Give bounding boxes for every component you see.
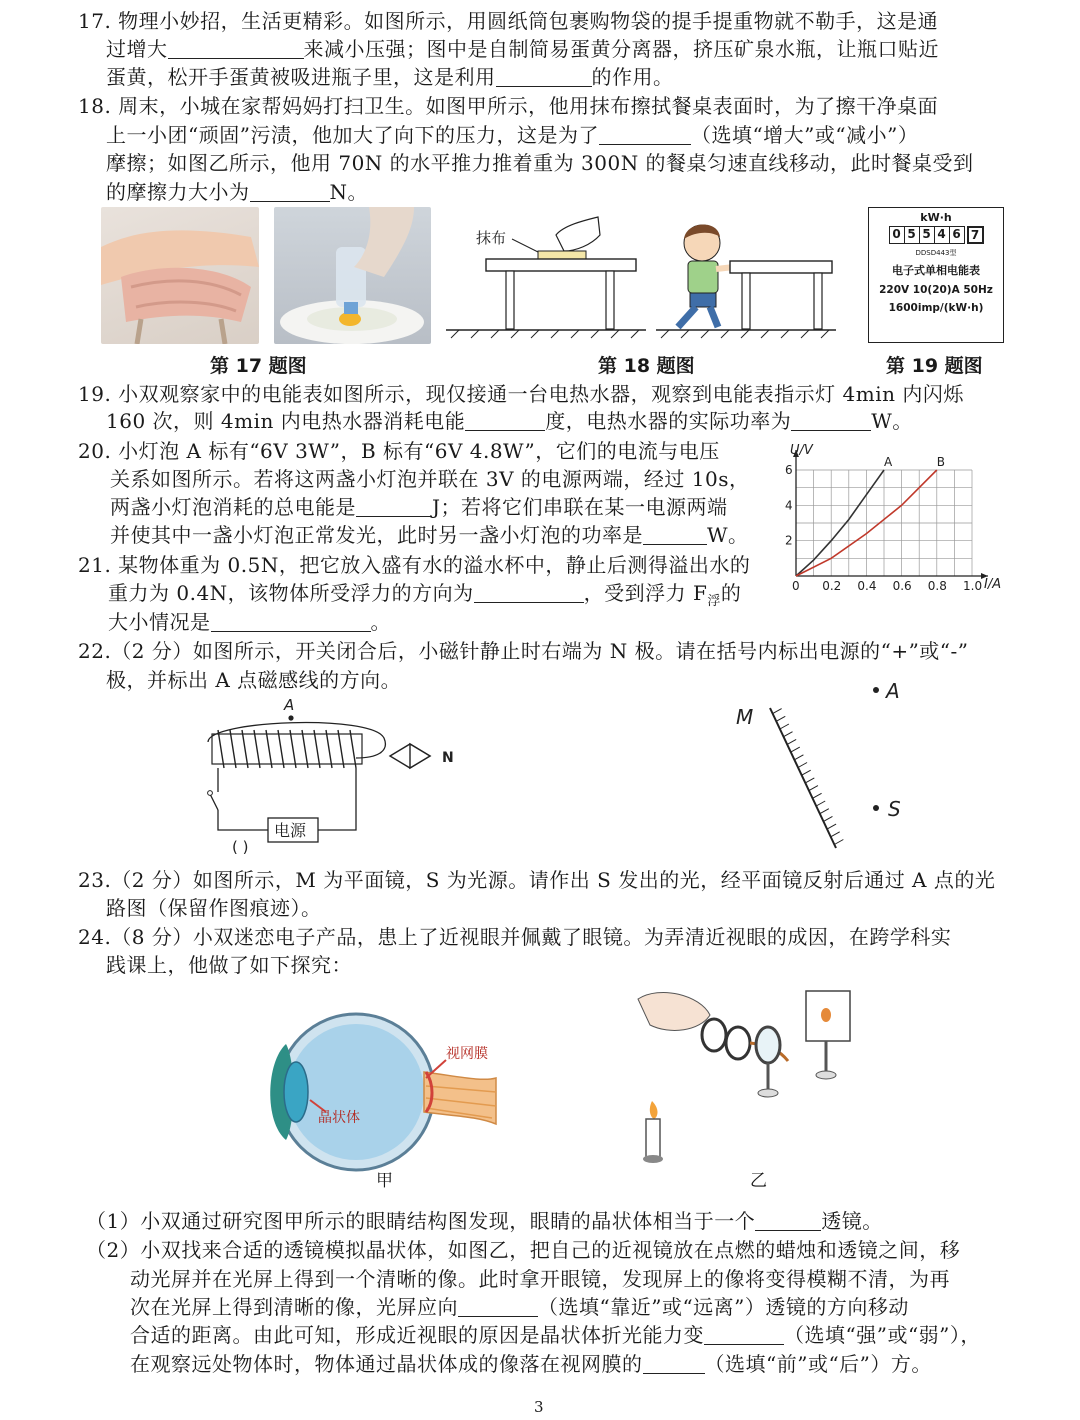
retina-label: 视网膜 (446, 1046, 488, 1062)
mirror-hatch-line (802, 770, 811, 775)
point-a-label: A (284, 696, 295, 714)
point-a-dot (873, 687, 879, 693)
q20-line4: 并使其中一盏小灯泡正常发光，此时另一盏小灯泡的功率是 W。 (110, 523, 749, 547)
mirror-hatch-line (809, 786, 818, 791)
light-source-label: S (888, 797, 901, 821)
mirror-hatch-line (834, 840, 843, 845)
fig18-caption: 第 18 题图 (598, 355, 695, 377)
chart-x-tick: 0.8 (927, 579, 947, 593)
meter-name: 电子式单相电能表 (892, 264, 980, 277)
q24-blank1[interactable] (755, 1210, 821, 1231)
q24-line2: 践课上，他做了如下探究： (106, 953, 352, 977)
q21-line3: 大小情况是 。 (108, 610, 391, 634)
q17-blank1[interactable] (168, 38, 304, 59)
q18-boy-pushing-table-figure (656, 205, 836, 345)
q22-solenoid-circuit (196, 694, 476, 858)
q24-blank2[interactable] (458, 1296, 538, 1317)
q23-mirror-figure (726, 672, 926, 862)
mirror-hatch-line (823, 816, 832, 821)
point-a-label-mirror: A (886, 679, 900, 703)
q24-sub2-line5: 在观察远处物体时，物体通过晶状体成的像落在视网膜的 （选填“前”或“后”）方。 (130, 1352, 932, 1376)
mirror-hatch-line (816, 801, 825, 806)
q17-line1: 17. 物理小妙招，生活更精彩。如图所示，用圆纸筒包裹购物袋的提手提重物就不勒手，这是通 (78, 9, 939, 33)
chart-x-tick: 0.2 (822, 579, 842, 593)
q19-blank2[interactable] (791, 410, 871, 431)
mirror-hatch-line (787, 739, 796, 744)
mirror-hatch-line (798, 763, 807, 768)
q20-blank1[interactable] (356, 496, 432, 517)
switch (210, 794, 218, 810)
needle-n-label: N (442, 750, 454, 766)
mirror-label: M (736, 705, 754, 729)
q19-blank1[interactable] (465, 410, 545, 431)
mirror-hatch-line (805, 778, 814, 783)
lens-label: 晶状体 (318, 1110, 360, 1126)
chart-xlabel: I/A (984, 577, 1002, 592)
q19-electric-meter (868, 207, 1004, 343)
q24-sub2-line2: 动光屏并在光屏上得到一个清晰的像。此时拿开眼镜，发现屏上的像将变得模糊不清，为再 (130, 1267, 950, 1291)
q18-line2: 上一小团“顽固”污渍，他加大了向下的压力，这是为了 （选填“增大”或“减小”） (106, 123, 919, 147)
q23-line2: 路图（保留作图痕迹）。 (106, 896, 322, 920)
point-a-dot (288, 715, 293, 720)
q24-sub1: （1）小双通过研究图甲所示的眼睛结构图发现，眼睛的晶状体相当于一个 透镜。 (86, 1209, 883, 1233)
light-source-dot (873, 805, 879, 811)
fig17-caption: 第 17 题图 (210, 355, 307, 377)
fig-yi-caption: 乙 (750, 1171, 768, 1191)
cloth-label: 抹布 (476, 229, 507, 247)
q18-blank2[interactable] (250, 181, 330, 202)
mirror-hatch-line (773, 709, 782, 714)
q18-cloth-table-figure (446, 205, 646, 345)
q22-line2: 极，并标出 A 点磁感线的方向。 (106, 668, 402, 692)
q19-line1: 19. 小双观察家中的电能表如图所示，现仅接通一台电热水器，观察到电能表指示灯 4min 内闪烁 (78, 382, 964, 406)
q21-blank1[interactable] (474, 582, 584, 603)
power-source-label: 电源 (274, 821, 307, 840)
chart-y-tick: 2 (785, 533, 793, 548)
q23-line1: 23.（2 分）如图所示，M 为平面镜，S 为光源。请作出 S 发出的光，经平面镜反射后通过 A 点的光 (78, 868, 996, 892)
chart-y-tick: 6 (785, 463, 793, 477)
mirror-hatch-line (784, 732, 793, 737)
meter-digit-decimal: 7 (967, 226, 984, 244)
q20-blank2[interactable] (643, 524, 707, 545)
mirror-hatch-line (780, 724, 789, 729)
q19-line2: 160 次，则 4min 内电热水器消耗电能 度，电热水器的实际功率为 W。 (106, 409, 913, 433)
q24-sub2-line3: 次在光屏上得到清晰的像，光屏应向 （选填“靠近”或“远离”）透镜的方向移动 (130, 1295, 909, 1319)
chart-y-tick: 4 (785, 498, 793, 513)
mirror-hatching (773, 709, 844, 845)
meter-model: DDSD443型 (915, 249, 957, 257)
mirror-hatch-line (794, 755, 803, 760)
page-number: 3 (534, 1398, 545, 1416)
q18-line1: 18. 周末，小城在家帮妈妈打扫卫生。如图甲所示，他用抹布擦拭餐桌表面时，为了擦干净桌面 (78, 94, 939, 118)
chart-x-tick: 0 (792, 579, 800, 593)
meter-digit: 4 (935, 226, 950, 244)
mirror-hatch-line (827, 824, 836, 829)
q20-line3: 两盏小灯泡消耗的总电能是 J；若将它们串联在某一电源两端 (110, 495, 728, 519)
q21-line1: 21. 某物体重为 0.5N，把它放入盛有水的溢水杯中，静止后测得溢出水的 (78, 553, 751, 577)
q24-candle-lens-experiment (630, 985, 870, 1165)
mirror-hatch-line (820, 809, 829, 814)
q18-line3: 摩擦；如图乙所示，他用 70N 的水平推力推着重为 300N 的餐桌匀速直线移动，此时餐桌受到 (106, 151, 974, 175)
q20-line1: 20. 小灯泡 A 标有“6V 3W”，B 标有“6V 4.8W”，它们的电流与电压 (78, 439, 720, 463)
q17-line2: 过增大 来减小压强；图中是自制简易蛋黄分离器，挤压矿泉水瓶，让瓶口贴近 (106, 37, 939, 61)
q20-iu-chart (776, 436, 1014, 596)
chart-series-label-A: A (884, 455, 893, 469)
q21-subscript: 浮 (707, 594, 721, 609)
switch-contact (208, 791, 213, 796)
q17-blank2[interactable] (496, 66, 592, 87)
chart-x-tick: 0.4 (857, 579, 877, 593)
q17-line3: 蛋黄，松开手蛋黄被吸进瓶子里，这是利用 的作用。 (106, 65, 674, 89)
chart-ylabel: U/V (790, 443, 813, 458)
q22-line1: 22.（2 分）如图所示，开关闭合后，小磁针静止时右端为 N 极。请在括号内标出电源的“+”或“-” (78, 639, 969, 663)
meter-constant: 1600imp/(kW·h) (888, 302, 984, 314)
solenoid-coils (218, 730, 356, 768)
q24-blank4[interactable] (643, 1353, 705, 1374)
q21-line2: 重力为 0.4N，该物体所受浮力的方向为 ，受到浮力 $F_浮$的 (108, 581, 742, 609)
field-line (208, 723, 385, 758)
chart-series-label-B: B (936, 455, 946, 469)
meter-digits (869, 226, 1003, 244)
mirror-hatch-line (776, 716, 785, 721)
q24-eye-diagram (256, 1012, 506, 1192)
fig19-caption: 第 19 题图 (886, 355, 983, 377)
meter-digit: 5 (920, 226, 935, 244)
mirror-hatch-line (813, 793, 822, 798)
meter-unit: kW·h (920, 211, 952, 224)
q21-blank2[interactable] (211, 611, 371, 632)
q24-sub2-line1: （2）小双找来合适的透镜模拟晶状体，如图乙，把自己的近视镜放在点燃的蜡烛和透镜之间，移 (86, 1238, 961, 1262)
q17-bag-handle-photo (101, 207, 259, 344)
q17-egg-separator-photo (274, 207, 431, 344)
q18-line4: 的摩擦力大小为 N。 (106, 180, 368, 204)
pole-bracket: ( ) (232, 838, 249, 856)
chart-x-tick: 0.6 (892, 579, 912, 593)
chart-x-tick: 1.0 (963, 579, 983, 593)
q24-blank3[interactable] (704, 1324, 784, 1345)
q18-blank1[interactable] (599, 124, 691, 145)
q24-sub2-line4: 合适的距离。由此可知，形成近视眼的原因是晶状体折光能力变 （选填“强”或“弱”）， (130, 1323, 981, 1347)
meter-digit: 5 (905, 226, 920, 244)
meter-digit: 6 (950, 226, 965, 244)
mirror-hatch-line (791, 747, 800, 752)
meter-rating: 220V 10(20)A 50Hz (879, 284, 993, 296)
fig-jia-caption: 甲 (376, 1171, 394, 1191)
mirror-hatch-line (831, 832, 840, 837)
q20-line2: 关系如图所示。若将这两盏小灯泡并联在 3V 的电源两端，经过 10s， (110, 467, 750, 491)
meter-digit: 0 (889, 226, 905, 244)
q24-line1: 24.（8 分）小双迷恋电子产品，患上了近视眼并佩戴了眼镜。为弄清近视眼的成因，在跨学科实 (78, 925, 952, 949)
